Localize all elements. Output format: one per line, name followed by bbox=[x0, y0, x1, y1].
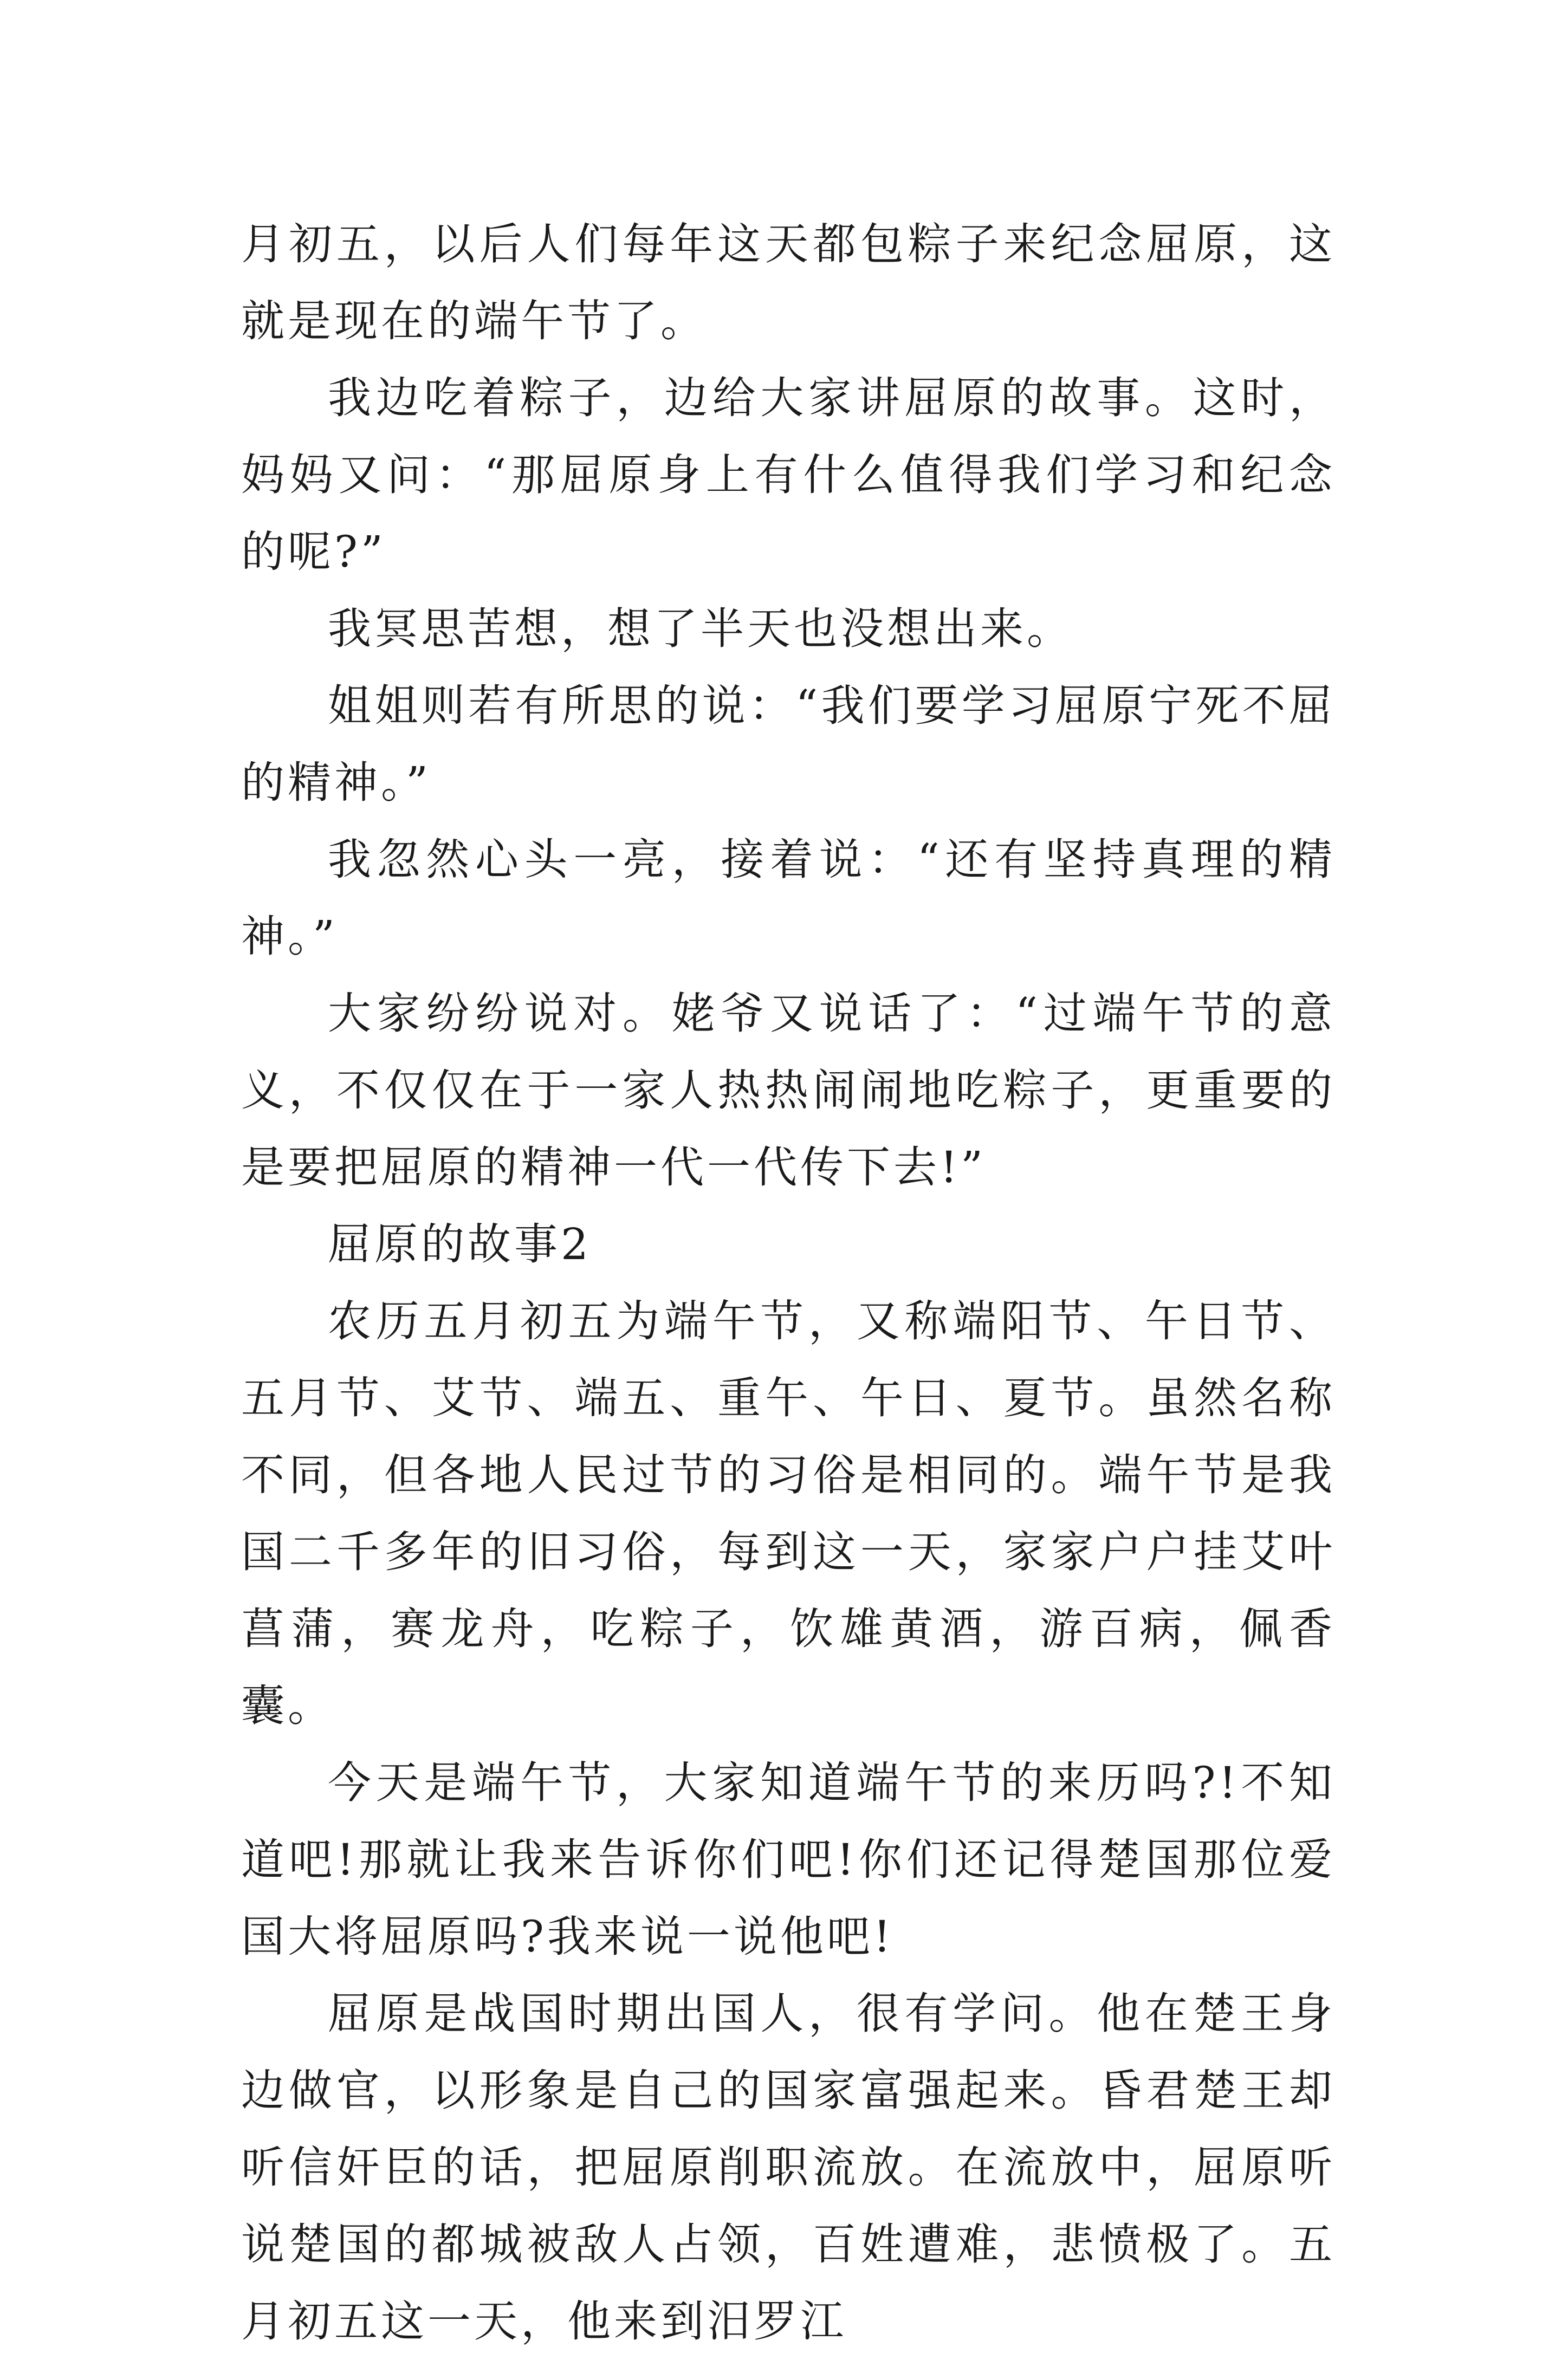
paragraph-7: 农历五月初五为端午节，又称端阳节、午日节、五月节、艾节、端五、重午、午日、夏节。虽然名称不同，但各地人民过节的习俗是相同的。端午节是我国二千多年的旧习俗，每到这一天，家家户户挂艾叶菖蒲，赛龙舟，吃粽子，饮雄黄酒，游百病，佩香囊。 bbox=[241, 1296, 1336, 1731]
paragraph-2: 我边吃着粽子，边给大家讲屈原的故事。这时，妈妈又问：“那屈原身上有什么值得我们学习和纪念的呢?” bbox=[241, 373, 1336, 577]
paragraph-9: 屈原是战国时期出国人，很有学问。他在楚王身边做官，以形象是自己的国家富强起来。昏君楚王却听信奸臣的话，把屈原削职流放。在流放中，屈原听说楚国的都城被敌人占领，百姓遭难，悲愤极了。五月初五这一天，他来到汨罗江 bbox=[241, 1988, 1336, 2346]
paragraph-4: 姐姐则若有所思的说：“我们要学习屈原宁死不屈的精神。” bbox=[241, 680, 1336, 808]
paragraph-8: 今天是端午节，大家知道端午节的来历吗?!不知道吧!那就让我来告诉你们吧!你们还记得楚国那位爱国大将屈原吗?我来说一说他吧! bbox=[241, 1758, 1336, 1962]
document-body bbox=[241, 206, 1336, 2360]
section-heading: 屈原的故事2 bbox=[328, 1219, 592, 1269]
paragraph-5: 我忽然心头一亮，接着说：“还有坚持真理的精神。” bbox=[241, 834, 1336, 962]
paragraph-3: 我冥思苦想，想了半天也没想出来。 bbox=[328, 604, 1073, 654]
paragraph-1: 月初五，以后人们每年这天都包粽子来纪念屈原，这就是现在的端午节了。 bbox=[241, 219, 1336, 346]
paragraph-6: 大家纷纷说对。姥爷又说话了：“过端午节的意义，不仅仅在于一家人热热闹闹地吃粽子，更重要的是要把屈原的精神一代一代传下去!” bbox=[241, 988, 1336, 1192]
